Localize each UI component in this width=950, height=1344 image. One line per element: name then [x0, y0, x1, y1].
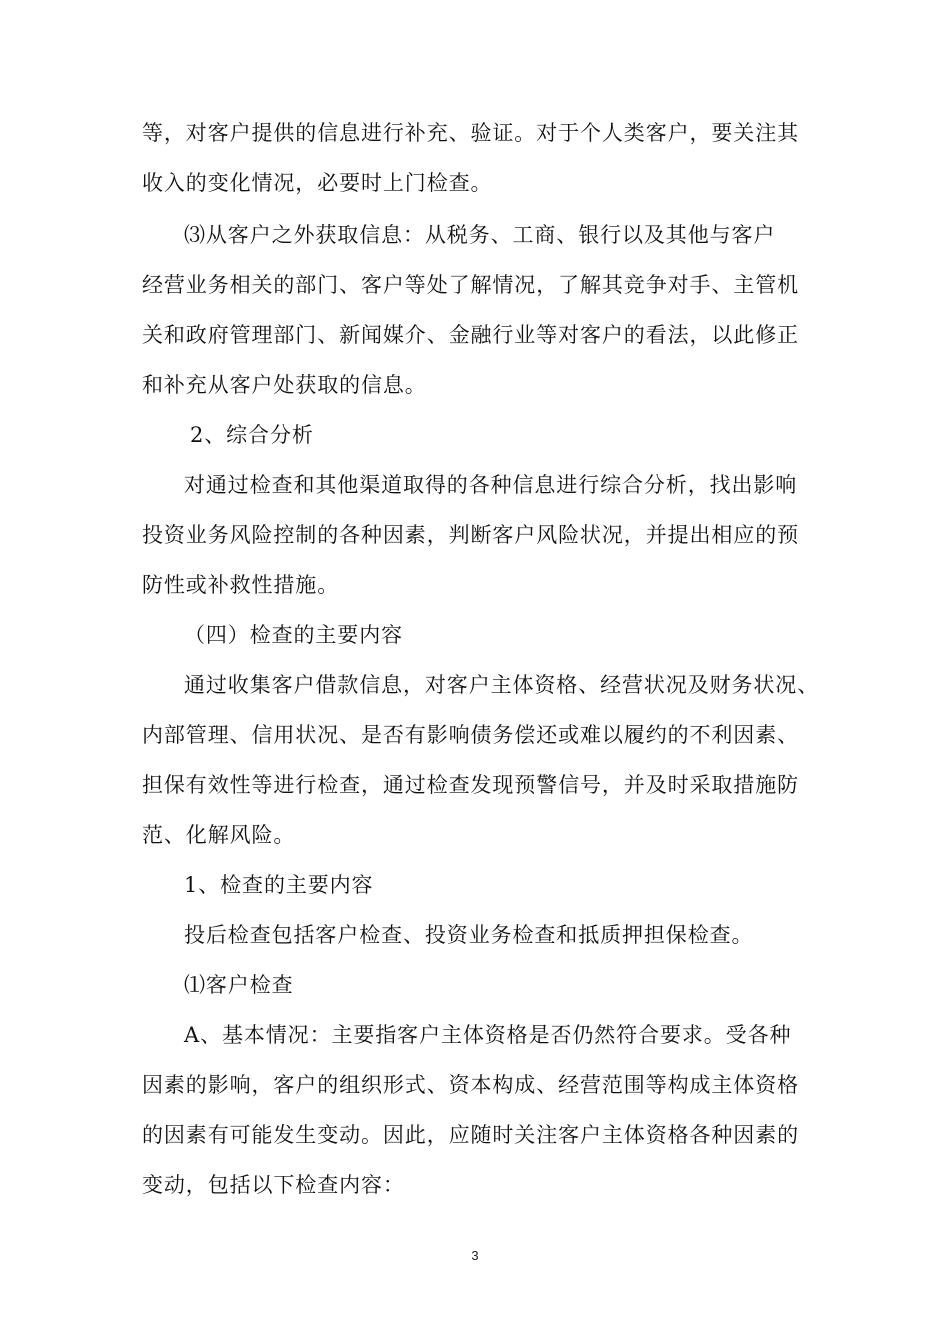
text-line: 防性或补救性措施。	[142, 573, 340, 597]
text-line: 因素的影响，客户的组织形式、资本构成、经营范围等构成主体资格	[142, 1073, 799, 1097]
text-line: 担保有效性等进行检查，通过检查发现预警信号，并及时采取措施防	[142, 773, 799, 797]
section-heading: 2、综合分析	[190, 423, 314, 447]
text-line: 等，对客户提供的信息进行补充、验证。对于个人类客户，要关注其	[142, 121, 799, 145]
text-line: 的因素有可能发生变动。因此，应随时关注客户主体资格各种因素的	[142, 1123, 799, 1147]
section-heading: （四）检查的主要内容	[184, 623, 403, 647]
page-number: 3	[471, 1248, 479, 1263]
text-line: 收入的变化情况，必要时上门检查。	[142, 171, 493, 195]
section-heading: ⑴客户检查	[184, 973, 294, 997]
text-line: 变动，包括以下检查内容：	[142, 1173, 405, 1197]
text-line: 投资业务风险控制的各种因素，判断客户风险状况，并提出相应的预	[142, 523, 799, 547]
text-line: 对通过检查和其他渠道取得的各种信息进行综合分析，找出影响	[184, 473, 798, 497]
text-line: 投后检查包括客户检查、投资业务检查和抵质押担保检查。	[184, 923, 754, 947]
text-line: 内部管理、信用状况、是否有影响债务偿还或难以履约的不利因素、	[142, 723, 799, 747]
text-line: 范、化解风险。	[142, 823, 296, 847]
text-line: 通过收集客户借款信息，对客户主体资格、经营状况及财务状况、	[184, 673, 820, 697]
text-line: 关和政府管理部门、新闻媒介、金融行业等对客户的看法，以此修正	[142, 323, 799, 347]
text-line: A、基本情况：主要指客户主体资格是否仍然符合要求。受各种	[184, 1023, 792, 1047]
text-line: ⑶从客户之外获取信息：从税务、工商、银行以及其他与客户	[184, 223, 776, 247]
text-line: 经营业务相关的部门、客户等处了解情况，了解其竞争对手、主管机	[142, 273, 799, 297]
text-line: 和补充从客户处获取的信息。	[142, 373, 427, 397]
section-heading: 1、检查的主要内容	[184, 873, 374, 897]
